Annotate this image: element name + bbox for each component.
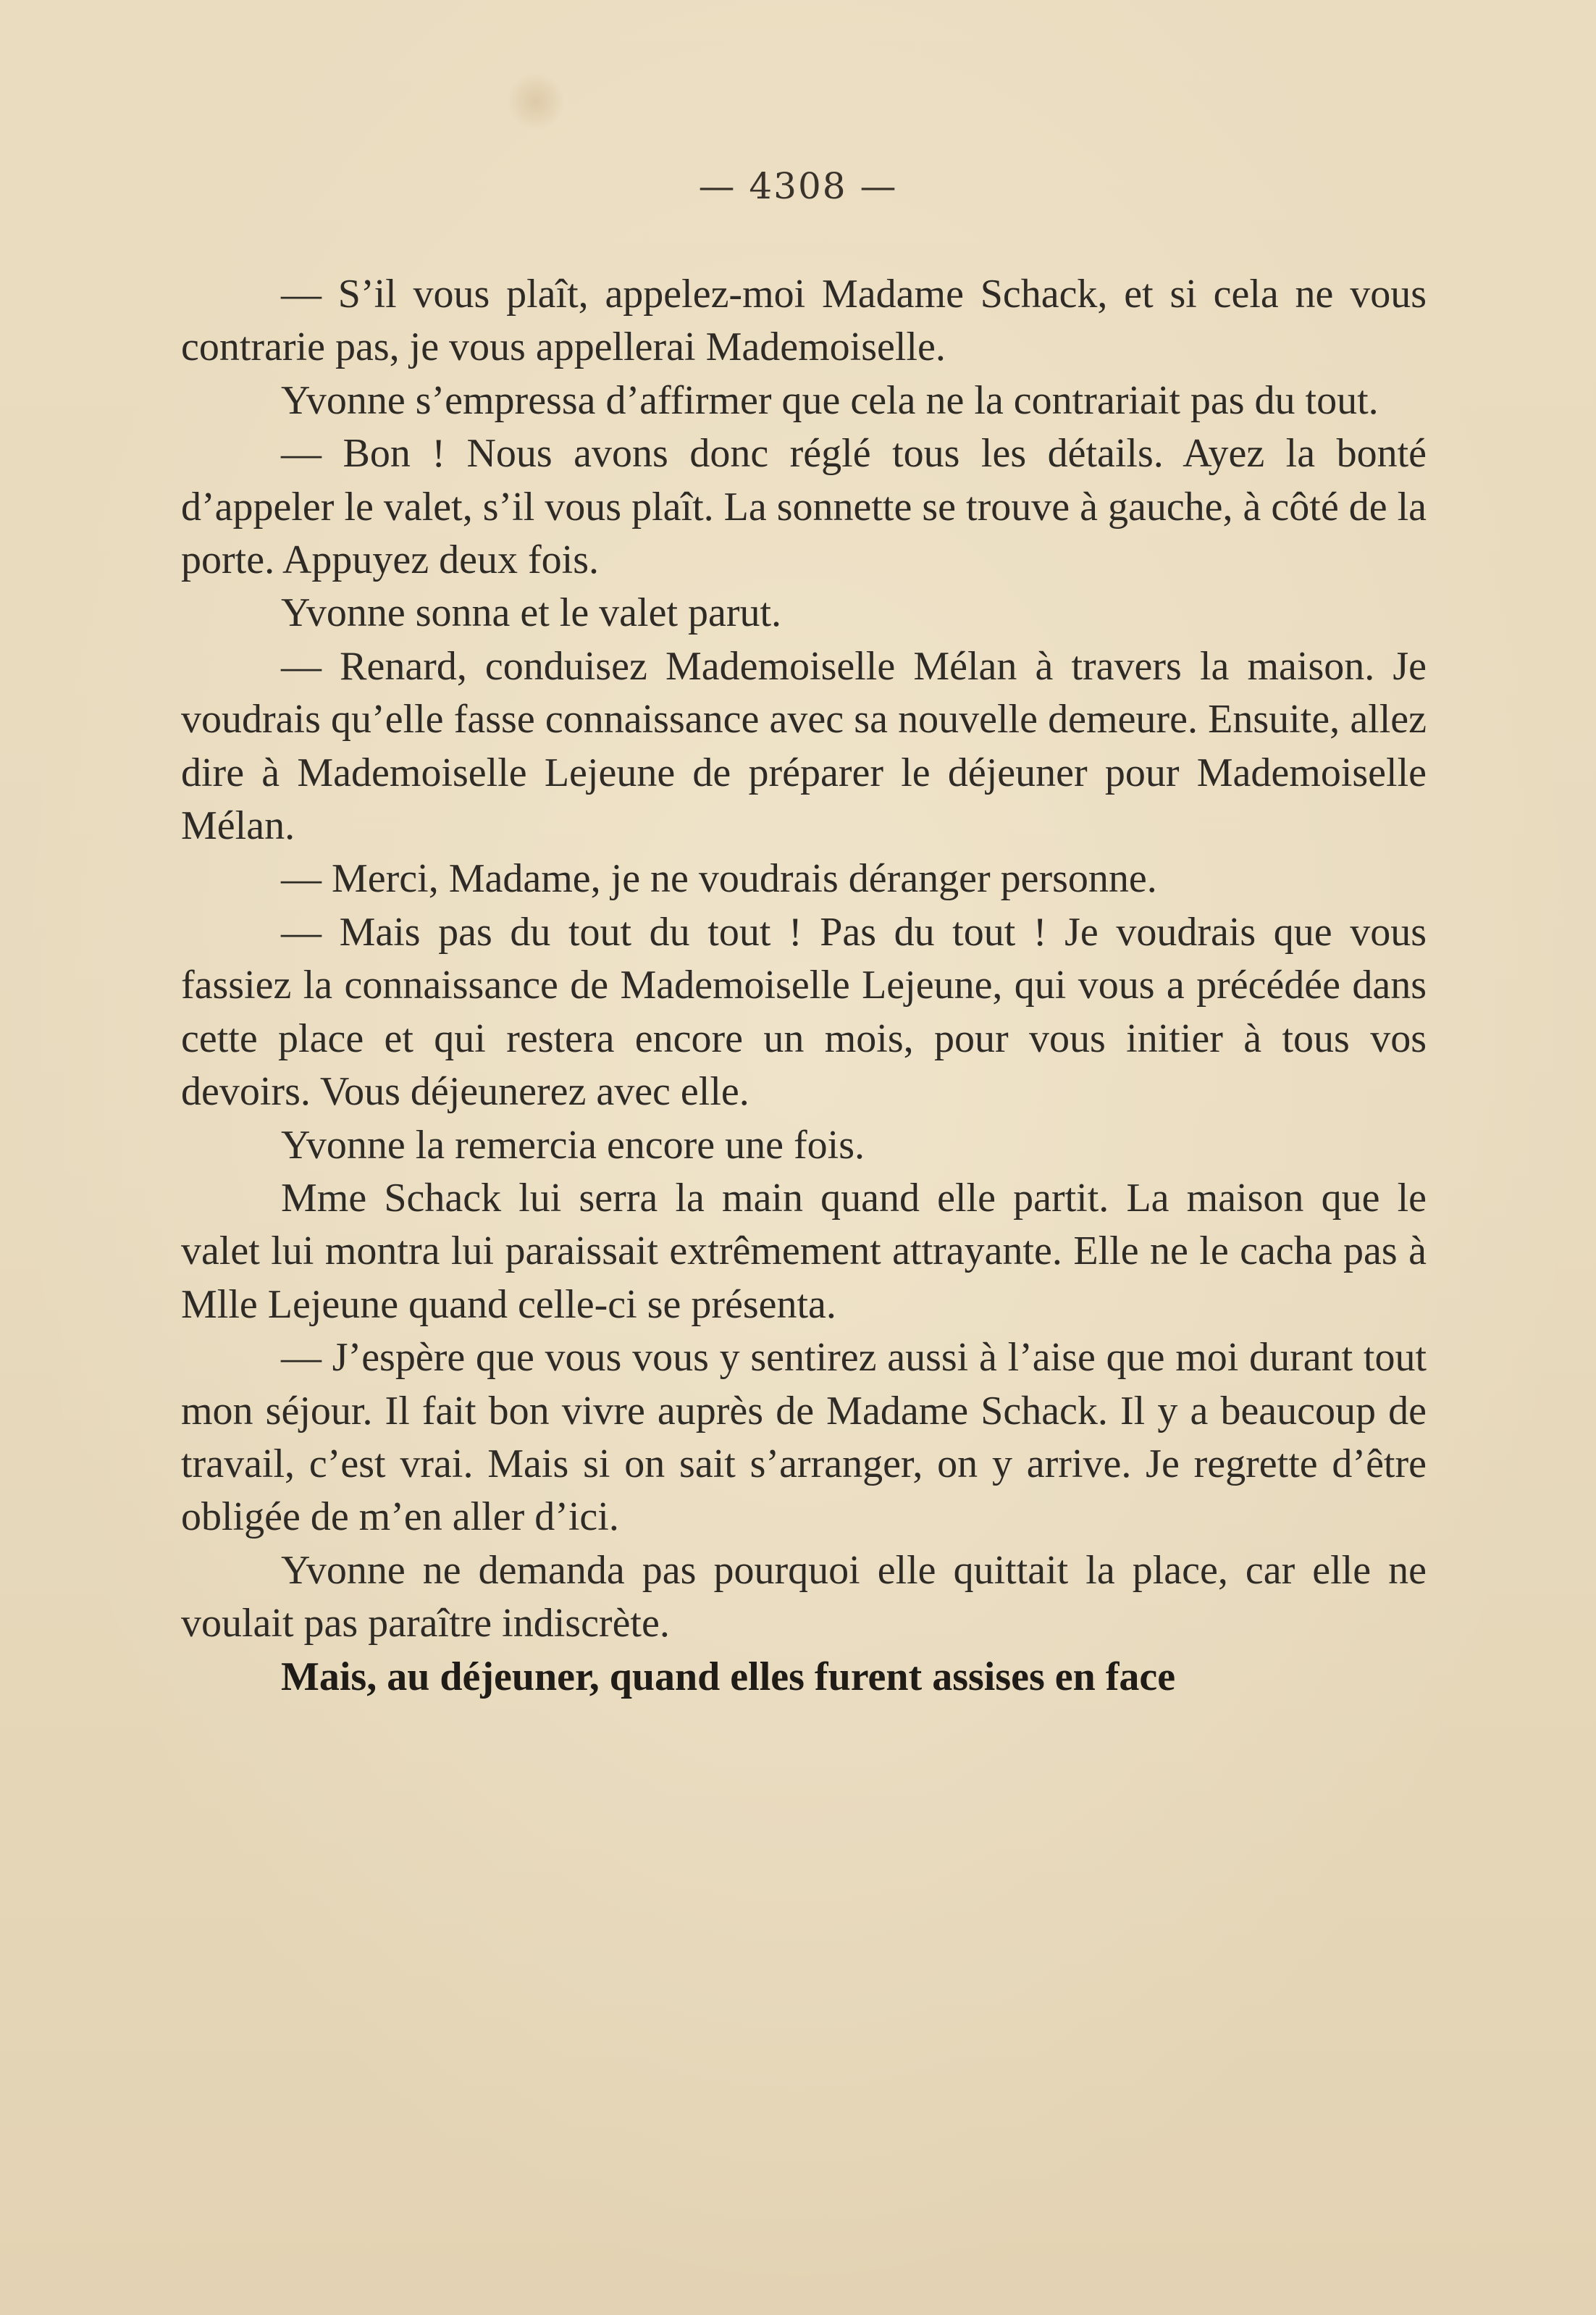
paragraph: — S’il vous plaît, appelez-moi Madame Schack, et si cela ne vous contrarie pas, je vous appellerai Mademoiselle. <box>181 272 1427 370</box>
paragraph: Mme Schack lui serra la main quand elle partit. La maison que le valet lui montra lui paraissait extrêmement attrayante. Elle ne le cacha pas à Mlle Lejeune quand celle-ci se présenta. <box>181 1175 1427 1327</box>
paragraph: — J’espère que vous vous y sentirez aussi à l’aise que moi durant tout mon séjour. Il fait bon vivre auprès de Madame Schack. Il y a beaucoup de travail, c’est vrai. Mais si on sait s’arranger, on y arrive. Je regrette d’être obligée de m’en aller d’ici. <box>181 1335 1427 1540</box>
paragraph: Yvonne la remercia encore une fois. <box>281 1122 865 1168</box>
paragraph: — Merci, Madame, je ne voudrais déranger personne. <box>281 856 1157 902</box>
page-number: — 4308 — <box>698 165 898 207</box>
paragraph: — Mais pas du tout du tout ! Pas du tout ! Je voudrais que vous fassiez la connaissance de Mademoiselle Lejeune, qui vous a précédée dans cette place et qui restera encore un mois, pour vous initier à tous vos devoirs. Vous déjeunerez avec elle. <box>181 909 1427 1115</box>
paragraph: — Bon ! Nous avons donc réglé tous les détails. Ayez la bonté d’appeler le valet, s’il vous plaît. La sonnette se trouve à gauche, à côté de la porte. Appuyez deux fois. <box>181 431 1427 583</box>
paragraph: Yvonne sonna et le valet parut. <box>281 590 782 636</box>
paragraph: Yvonne ne demanda pas pourquoi elle quittait la place, car elle ne voulait pas paraître indiscrète. <box>181 1547 1427 1646</box>
paragraph: — Renard, conduisez Mademoiselle Mélan à travers la maison. Je voudrais qu’elle fasse connaissance avec sa nouvelle demeure. Ensuite, allez dire à Mademoiselle Lejeune de préparer le déjeuner pour Mademoiselle Mélan. <box>181 643 1427 849</box>
paragraph: Mais, au déjeuner, quand elles furent assises en face <box>281 1654 1176 1699</box>
paragraph: Yvonne s’empressa d’affirmer que cela ne la contrariait pas du tout. <box>281 377 1379 423</box>
body-text <box>181 268 1427 1704</box>
